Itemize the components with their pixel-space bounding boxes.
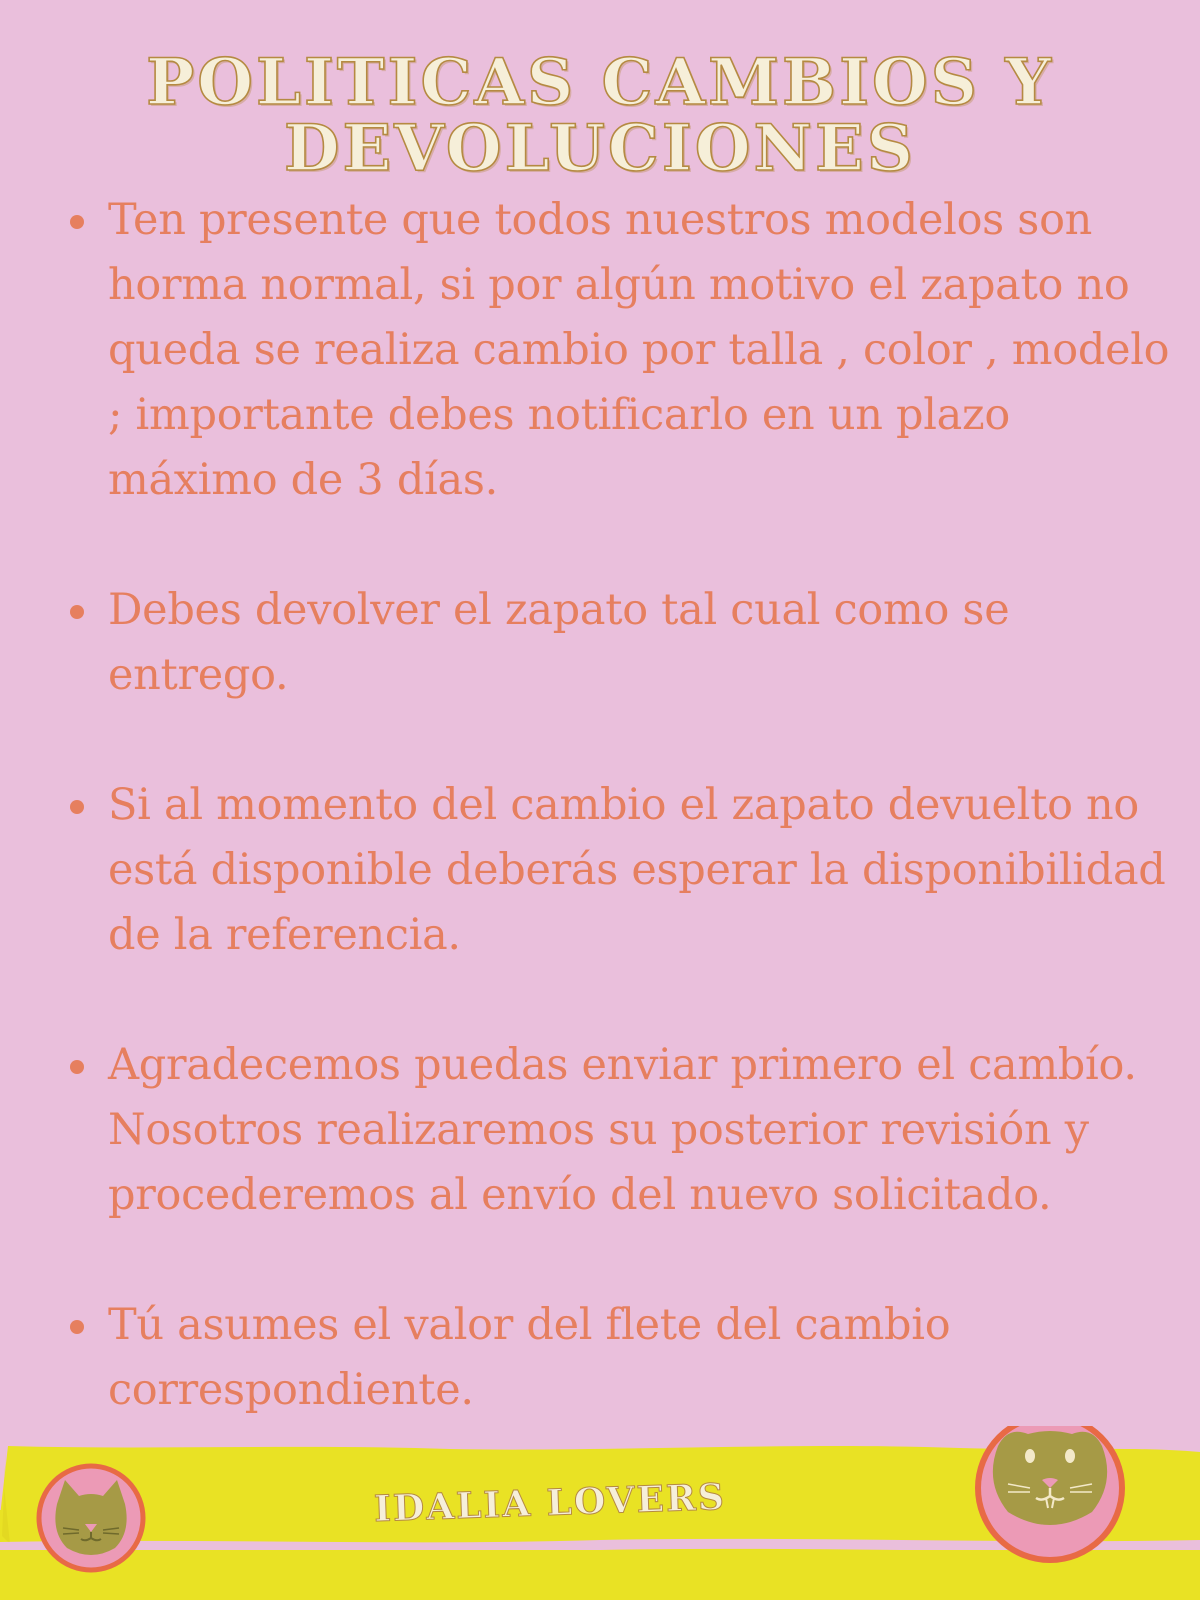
cat-face-icon [35,1462,147,1574]
policy-text: Tú asumes el valor del flete del cambio correspondiente. [108,1300,951,1415]
policy-item [68,773,1178,968]
brand-name: IDALIA LOVERS [373,1475,727,1531]
policy-item [68,1033,1178,1228]
bullet-icon [70,215,84,229]
bullet-icon [70,800,84,814]
policy-text: Si al momento del cambio el zapato devuelto no está disponible deberás esperar la disponibilidad de la referencia. [108,780,1166,960]
policy-text: Debes devolver el zapato tal cual como se entrego. [108,585,1010,700]
policy-item [68,1293,1178,1423]
title-line-2: DEVOLUCIONES [284,111,916,186]
policy-text: Ten presente que todos nuestros modelos son horma normal, si por algún motivo el zapato no queda se realiza cambio por talla , color , modelo ; importante debes notificarlo en un plazo máximo de 3 días. [108,195,1170,505]
policy-item [68,578,1178,708]
policy-text: Agradecemos puedas enviar primero el cambío. Nosotros realizaremos su posterior revisión y procederemos al envío del nuevo solicitado. [108,1040,1137,1220]
policy-list [68,188,1178,1423]
bullet-icon [70,1060,84,1074]
page-title [0,45,1200,186]
policy-item [68,188,1178,513]
title-line-1: POLITICAS CAMBIOS Y [146,45,1054,120]
bullet-icon [70,1320,84,1334]
cat-face-icon [968,1426,1132,1576]
bullet-icon [70,605,84,619]
